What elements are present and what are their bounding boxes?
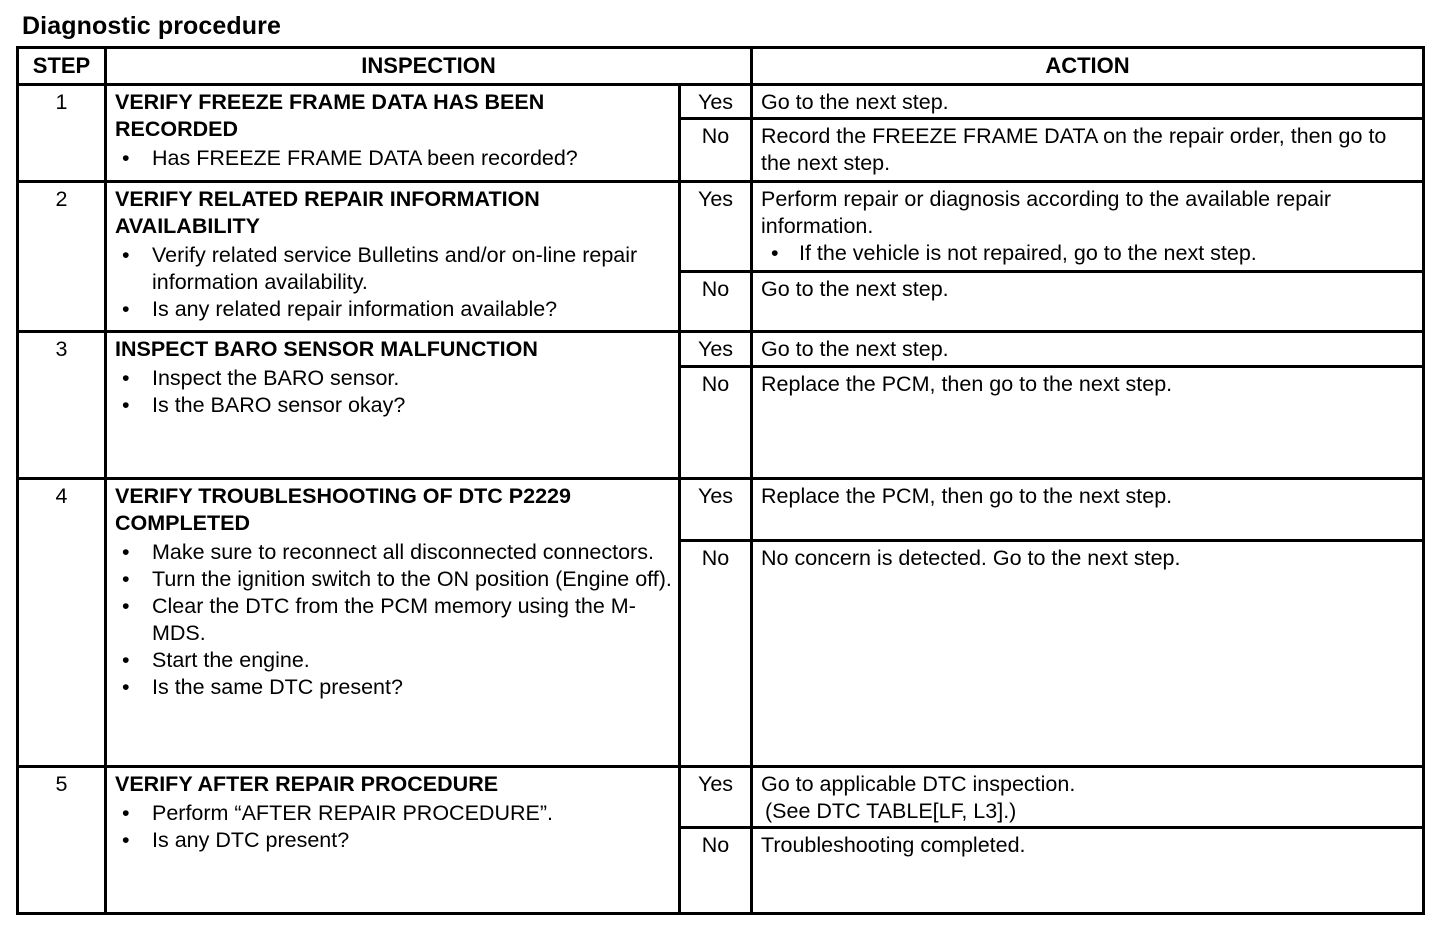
no-action: No concern is detected. Go to the next step. <box>752 541 1424 767</box>
list-item: • Has FREEZE FRAME DATA been recorded? <box>152 145 672 172</box>
inspection-bullets <box>115 242 672 323</box>
inspection-bullets <box>115 800 672 854</box>
list-item: • Verify related service Bulletins and/or on-line repair information availability. <box>152 242 672 296</box>
table-row <box>18 479 1424 541</box>
yes-label: Yes <box>680 767 752 828</box>
yes-action: Go to the next step. <box>752 332 1424 367</box>
document-title: Diagnostic procedure <box>22 12 281 40</box>
yes-label: Yes <box>680 85 752 119</box>
step-number: 3 <box>18 332 106 479</box>
step-number: 4 <box>18 479 106 767</box>
table-row <box>18 767 1424 828</box>
inspection-cell <box>106 332 680 479</box>
header-action: ACTION <box>752 48 1424 85</box>
inspection-title: VERIFY FREEZE FRAME DATA HAS BEEN RECORDED <box>115 90 545 141</box>
inspection-title: INSPECT BARO SENSOR MALFUNCTION <box>115 337 538 361</box>
inspection-bullets <box>115 365 672 419</box>
list-item: • Inspect the BARO sensor. <box>152 365 672 392</box>
yes-action: Go to applicable DTC inspection. <box>761 772 1076 796</box>
no-label: No <box>680 272 752 332</box>
no-label: No <box>680 541 752 767</box>
list-item: • Is any DTC present? <box>152 827 672 854</box>
list-item: • Is the BARO sensor okay? <box>152 392 672 419</box>
yes-label: Yes <box>680 479 752 541</box>
list-item: • Clear the DTC from the PCM memory using the M-MDS. <box>152 593 672 647</box>
inspection-cell <box>106 767 680 914</box>
step-number: 5 <box>18 767 106 914</box>
yes-action-cell <box>752 182 1424 272</box>
yes-action: Perform repair or diagnosis according to the available repair information. <box>761 187 1332 238</box>
list-item: • Start the engine. <box>152 647 672 674</box>
yes-label: Yes <box>680 182 752 272</box>
no-action: Replace the PCM, then go to the next step. <box>752 367 1424 479</box>
no-action: Record the FREEZE FRAME DATA on the repair order, then go to the next step. <box>752 119 1424 182</box>
no-action: Go to the next step. <box>752 272 1424 332</box>
inspection-cell <box>106 85 680 182</box>
no-label: No <box>680 828 752 914</box>
header-row <box>18 48 1424 85</box>
no-label: No <box>680 367 752 479</box>
inspection-cell <box>106 479 680 767</box>
no-label: No <box>680 119 752 182</box>
yes-action-cell <box>752 767 1424 828</box>
yes-action-reference: (See DTC TABLE[LF, L3].) <box>765 799 1017 823</box>
action-bullets <box>761 240 1416 267</box>
inspection-bullets <box>115 145 672 172</box>
list-item: • Is any related repair information available? <box>152 296 672 323</box>
list-item: • Is the same DTC present? <box>152 674 672 701</box>
inspection-title: VERIFY TROUBLESHOOTING OF DTC P2229 COMPLETED <box>115 484 571 535</box>
list-item: • If the vehicle is not repaired, go to the next step. <box>799 240 1416 267</box>
inspection-cell <box>106 182 680 332</box>
list-item: • Perform “AFTER REPAIR PROCEDURE”. <box>152 800 672 827</box>
table-row <box>18 182 1424 272</box>
list-item: • Make sure to reconnect all disconnected connectors. <box>152 539 672 566</box>
header-inspection: INSPECTION <box>106 48 752 85</box>
inspection-bullets <box>115 539 672 701</box>
yes-label: Yes <box>680 332 752 367</box>
table-row <box>18 332 1424 367</box>
inspection-title: VERIFY AFTER REPAIR PROCEDURE <box>115 772 499 796</box>
yes-action: Go to the next step. <box>752 85 1424 119</box>
list-item: • Turn the ignition switch to the ON position (Engine off). <box>152 566 672 593</box>
inspection-title: VERIFY RELATED REPAIR INFORMATION AVAILABILITY <box>115 187 540 238</box>
step-number: 2 <box>18 182 106 332</box>
step-number: 1 <box>18 85 106 182</box>
no-action: Troubleshooting completed. <box>752 828 1424 914</box>
header-step: STEP <box>18 48 106 85</box>
diagnostic-table <box>16 46 1425 915</box>
yes-action: Replace the PCM, then go to the next step. <box>752 479 1424 541</box>
table-row <box>18 85 1424 119</box>
